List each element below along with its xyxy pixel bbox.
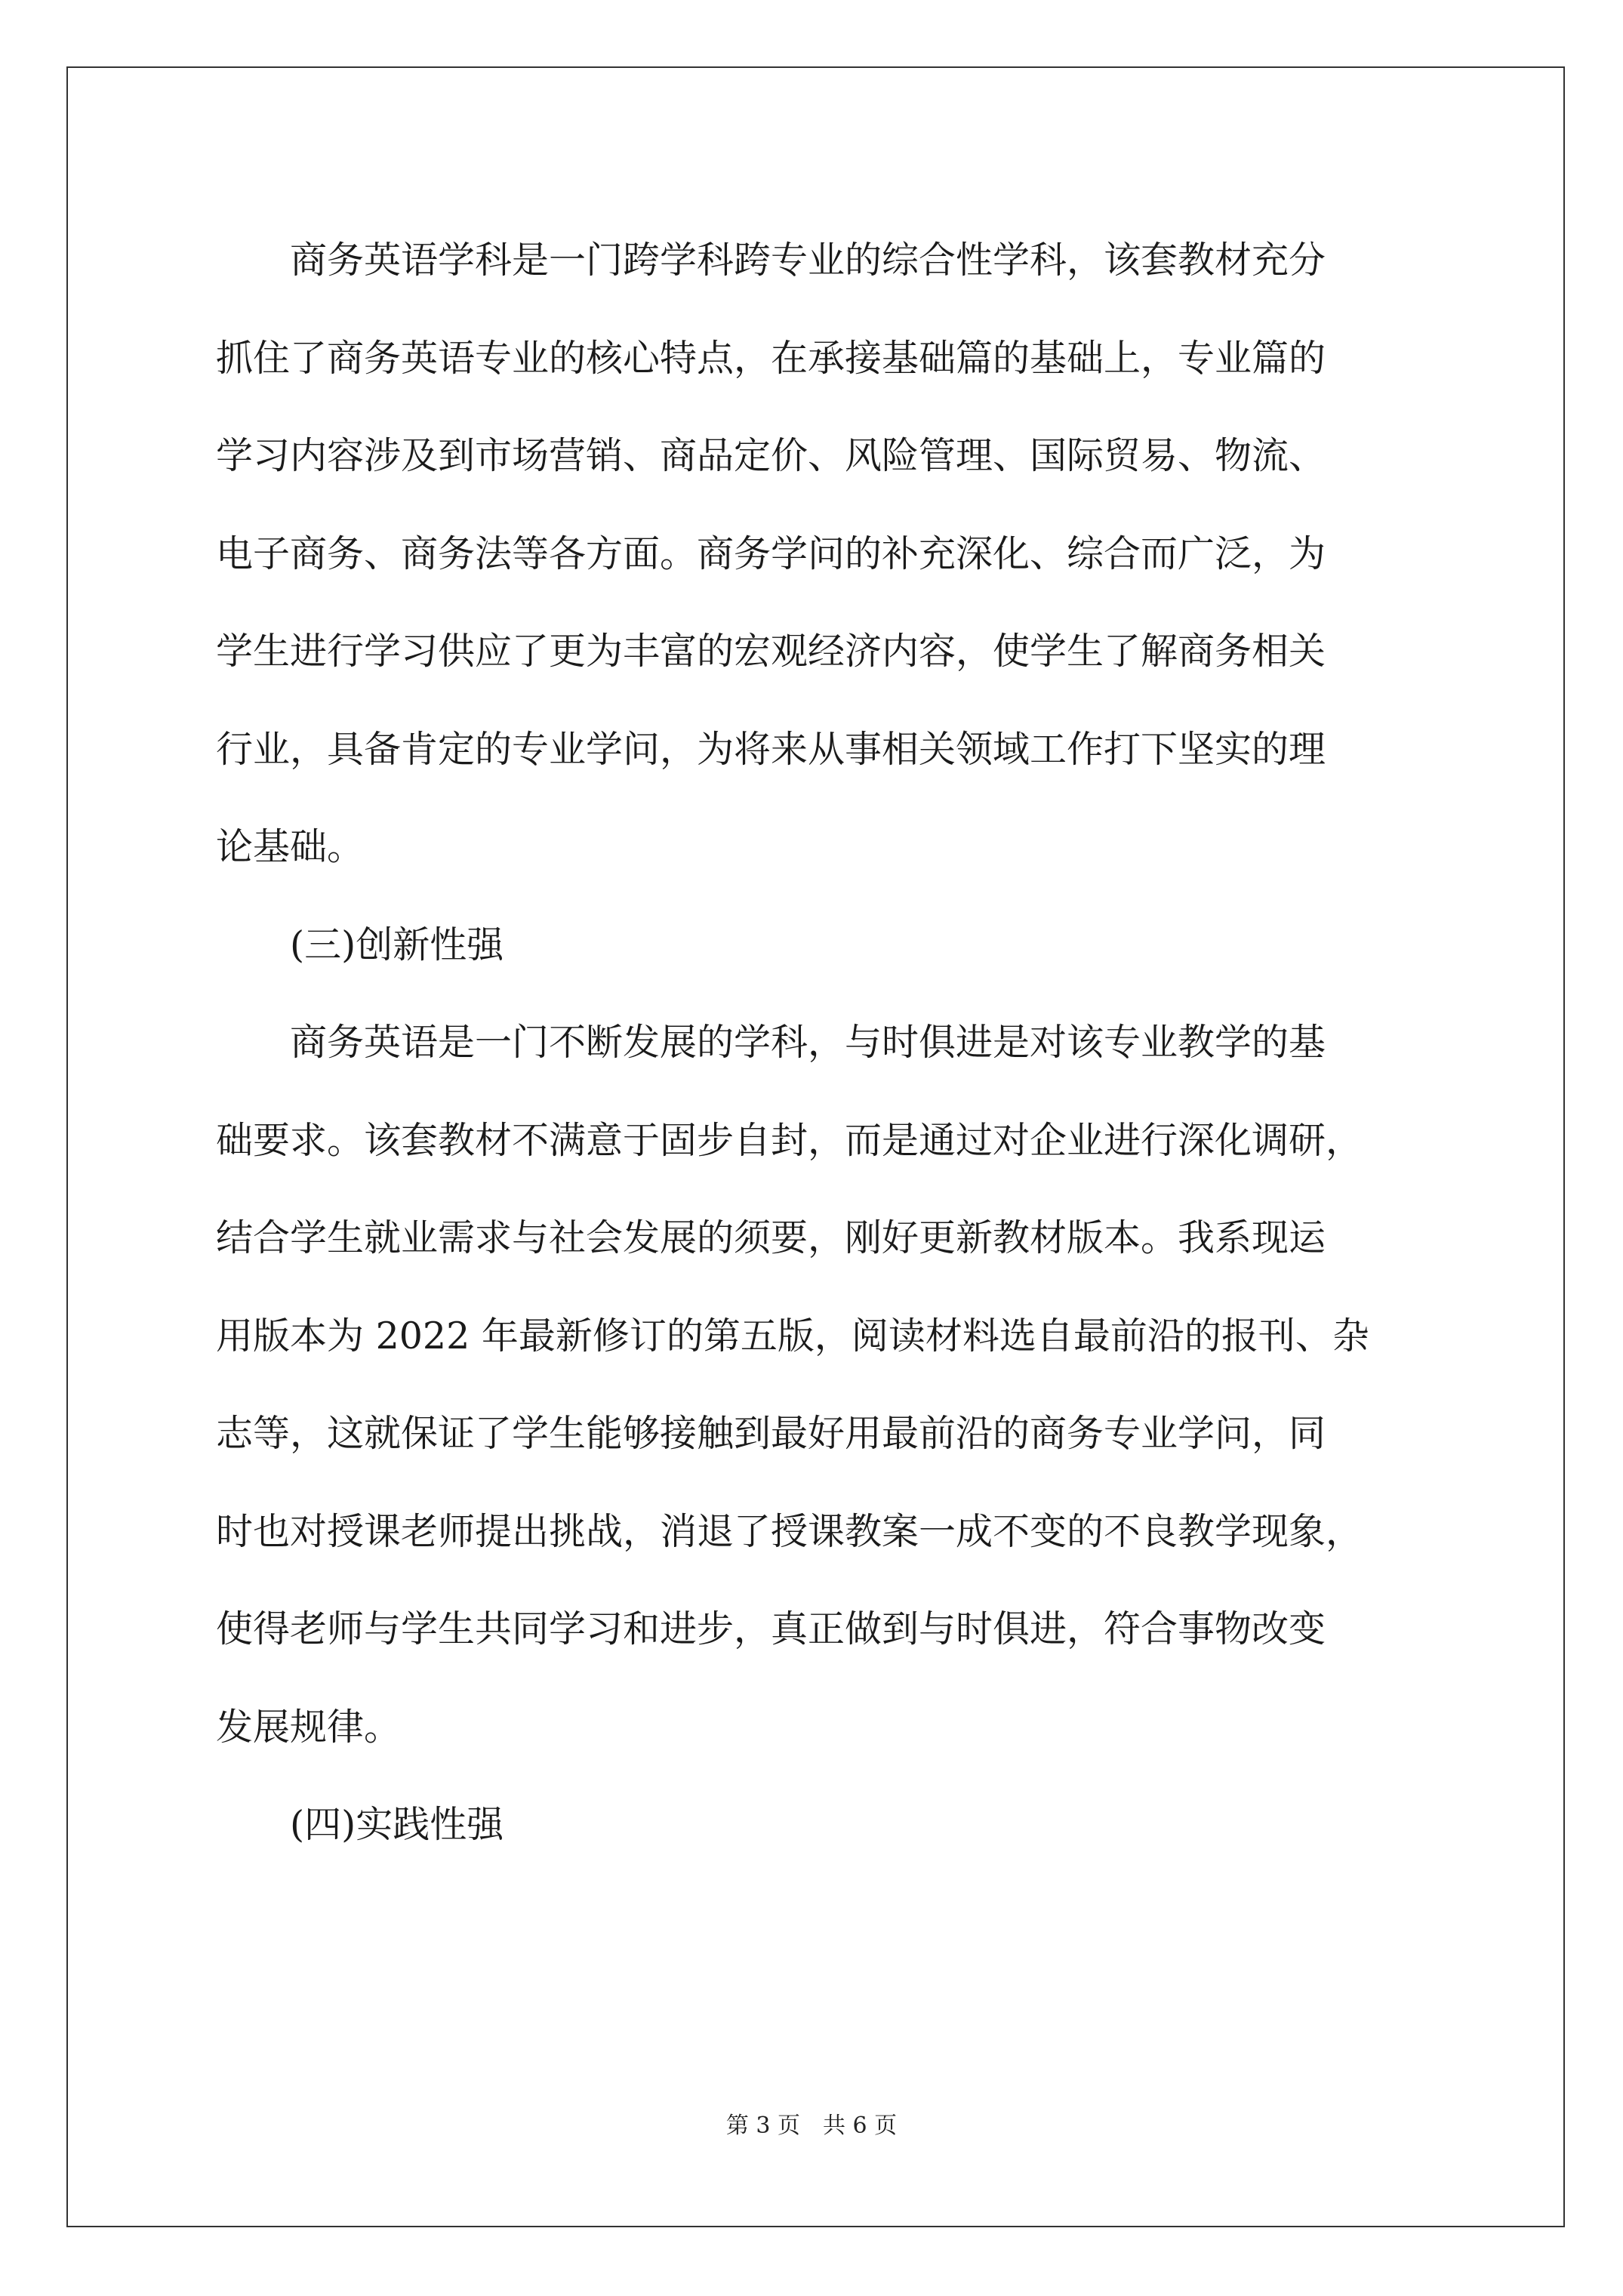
paragraph-line: 志等，这就保证了学生能够接触到最好用最前沿的商务专业学问，同 <box>216 1412 1326 1455</box>
paragraph-line: 电子商务、商务法等各方面。商务学问的补充深化、综合而广泛，为 <box>216 532 1326 575</box>
paragraph-line: 时也对授课老师提出挑战，消退了授课教案一成不变的不良教学现象， <box>216 1509 1363 1553</box>
paragraph-line: 商务英语是一门不断发展的学科，与时俱进是对该专业教学的基 <box>290 1021 1326 1064</box>
paragraph-line: 论基础。 <box>216 825 365 868</box>
paragraph-line: 用版本为 2022 年最新修订的第五版，阅读材料选自最前沿的报刊、杂 <box>216 1314 1369 1358</box>
section-heading: (三)创新性强 <box>290 923 504 966</box>
document-body <box>216 211 1424 1874</box>
page-number-footer: 第 3 页 共 6 页 <box>725 2113 898 2139</box>
paragraph-line: 结合学生就业需求与社会发展的须要，刚好更新教材版本。我系现运 <box>216 1216 1326 1259</box>
section-heading: (四)实践性强 <box>290 1803 504 1846</box>
paragraph-line: 发展规律。 <box>216 1705 402 1749</box>
paragraph-line: 行业，具备肯定的专业学问，为将来从事相关领域工作打下坚实的理 <box>216 727 1326 771</box>
paragraph-line: 学习内容涉及到市场营销、商品定价、风险管理、国际贸易、物流、 <box>216 434 1326 477</box>
paragraph-line: 使得老师与学生共同学习和进步，真正做到与时俱进，符合事物改变 <box>216 1607 1326 1650</box>
paragraph-line: 商务英语学科是一门跨学科跨专业的综合性学科，该套教材充分 <box>290 239 1326 282</box>
paragraph-line: 学生进行学习供应了更为丰富的宏观经济内容，使学生了解商务相关 <box>216 630 1326 673</box>
paragraph-line: 抓住了商务英语专业的核心特点，在承接基础篇的基础上，专业篇的 <box>216 336 1326 380</box>
paragraph-line: 础要求。该套教材不满意于固步自封，而是通过对企业进行深化调研， <box>216 1118 1363 1162</box>
